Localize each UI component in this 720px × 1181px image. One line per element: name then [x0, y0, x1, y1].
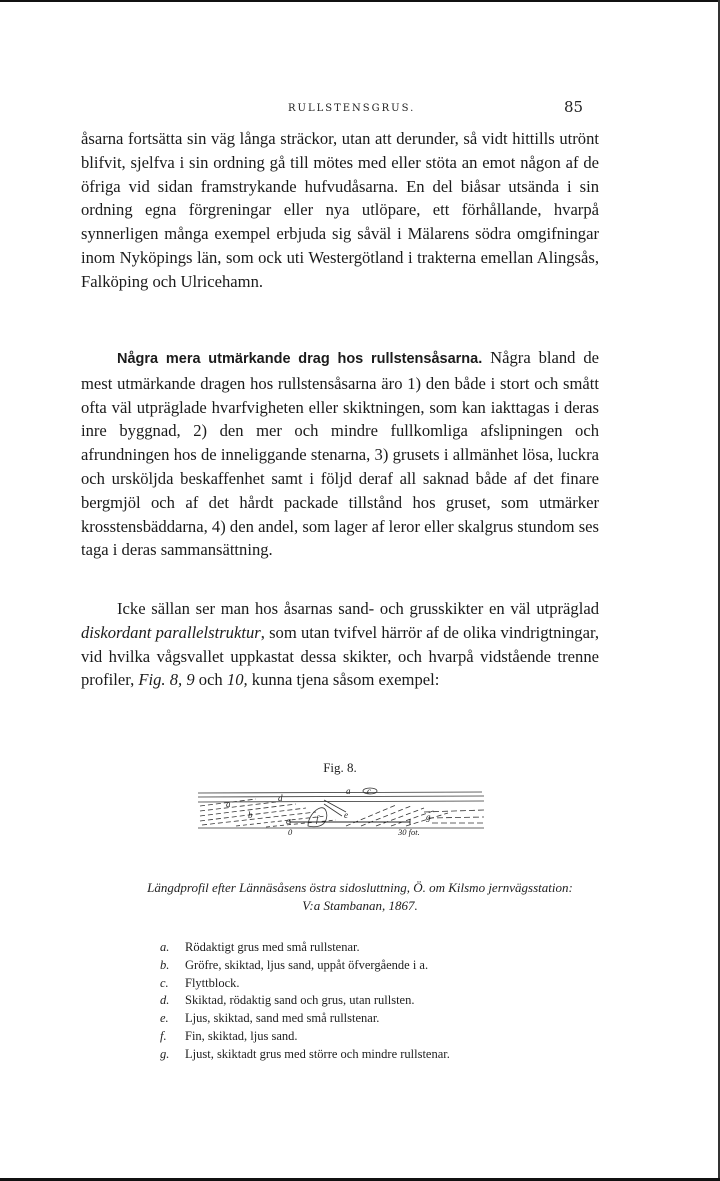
paragraph-2-body: Några bland de mest utmärkande dragen hos rullstensåsarna äro 1) den både i stort och smått ofta väl utpräglade hvarfvigheten eller skiktningen, som kan iakttagas i deras inre byggnad, 2) den mer och mindre fullkomliga afslipningen och afrundningen hos de inneliggande stenarna, 3) grusets i allmänhet lösa, luckra och ursköljda beskaffenhet samt i följd deraf all saknad både af det finare bergmjöl och af det hårdt packade tillstånd hos gruset, som utmärker krosstensbäddarna, 4) den andel, som lager af leror eller skalgrus stundom ses taga i deras sammansättning.: [81, 348, 599, 560]
paragraph-3-part-d: kunna tjena såsom exempel:: [247, 670, 440, 690]
running-head: RULLSTENSGRUS.: [288, 103, 416, 114]
legend-text: Flyttblock.: [185, 975, 240, 990]
legend-text: Fin, skiktad, ljus sand.: [185, 1028, 298, 1043]
figure-letter-d: d: [278, 793, 283, 803]
emphasis-fig-ref: Fig. 8, 9: [138, 670, 195, 690]
figure-scale-bar: [286, 816, 436, 840]
legend-key: a.: [160, 940, 170, 954]
paragraph-3-part-b: , som utan tvifvel härrör af de olika vindrigtningar, vid hvilka vågsvallet uppkastat dessa skikter, och hvarpå vidstående trenne profiler,: [81, 622, 599, 690]
legend-key: c.: [160, 975, 169, 990]
legend-key: d.: [160, 993, 170, 1008]
section-heading: Några mera utmärkande drag hos rullstensåsarna.: [117, 351, 483, 367]
figure-caption: [60, 879, 660, 915]
figure-legend: [160, 939, 620, 1064]
paragraph-3-part-c: och: [194, 670, 227, 690]
figure-letter-c-top: c: [367, 786, 371, 796]
legend-key: g.: [160, 1046, 170, 1061]
legend-text: Rödaktigt grus med små rullstenar.: [185, 940, 360, 954]
legend-item: [160, 992, 620, 1010]
page-frame-top: [0, 0, 720, 2]
legend-item: [160, 1010, 620, 1028]
figure-letter-a-right: a: [346, 786, 351, 796]
legend-key: e.: [160, 1011, 169, 1026]
legend-item: [160, 975, 620, 993]
figure-letter-e-left: e: [286, 816, 290, 826]
caption-line-1: Längdprofil efter Lännäsåsens östra sidosluttning, Ö. om Kilsmo jernvägsstation:: [147, 880, 573, 895]
legend-item: [160, 1028, 620, 1046]
legend-text: Ljust, skiktadt grus med större och mindre rullstenar.: [185, 1046, 450, 1061]
figure-letter-f: f: [316, 814, 319, 824]
legend-key: b.: [160, 957, 170, 972]
paragraph-3: [81, 597, 599, 692]
figure-letter-a-left: a: [226, 799, 231, 809]
legend-text: Skiktad, rödaktig sand och grus, utan rullsten.: [185, 993, 415, 1008]
paragraph-2-text: [81, 346, 599, 562]
page-number: 85: [564, 98, 584, 116]
paragraph-3-text: [81, 597, 599, 692]
legend-key: f.: [160, 1028, 167, 1043]
paragraph-1: [81, 127, 599, 294]
legend-item: [160, 939, 620, 957]
caption-line-2: V:a Stambanan, 1867.: [302, 898, 418, 913]
figure-letter-g: g: [426, 812, 431, 822]
legend-text: Gröfre, skiktad, ljus sand, uppåt öfvergående i a.: [185, 957, 429, 972]
figure-letter-e-right: e: [344, 810, 348, 820]
scale-end: 30 fot.: [398, 827, 420, 837]
scale-start: 0: [288, 827, 293, 837]
emphasis-diskordant: diskordant parallelstruktur: [81, 622, 261, 642]
emphasis-fig-10: 10,: [226, 670, 248, 690]
figure-letter-b: b: [248, 810, 253, 820]
paragraph-3-part-a: Icke sällan ser man hos åsarnas sand- och grusskikter en väl utpräglad: [117, 599, 599, 618]
legend-item: [160, 957, 620, 975]
legend-text: Ljus, skiktad, sand med små rullstenar.: [185, 1011, 380, 1026]
paragraph-1-text: åsarna fortsätta sin väg långa sträckor, utan att derunder, så vidt hittills utrönt blifvit, sjelfva i sin ordning gå till mötes med eller stöta an emot någon af de öfriga vid sidan framstrykande hufvudåsarna. En del biåsar utsända i sin ordning egna förgreningar eller nya utlöpare, ett förhållande, hvarpå synnerligen många exempel erbjuda sig såväl i Mälarens södra omgifningar inom Nyköpings län, som ock uti Westergötland i trakterna emellan Alingsås, Falköping och Ulricehamn.: [81, 129, 599, 291]
paragraph-2: [81, 346, 599, 562]
legend-item: [160, 1046, 620, 1064]
figure-label: Fig. 8.: [323, 760, 357, 775]
